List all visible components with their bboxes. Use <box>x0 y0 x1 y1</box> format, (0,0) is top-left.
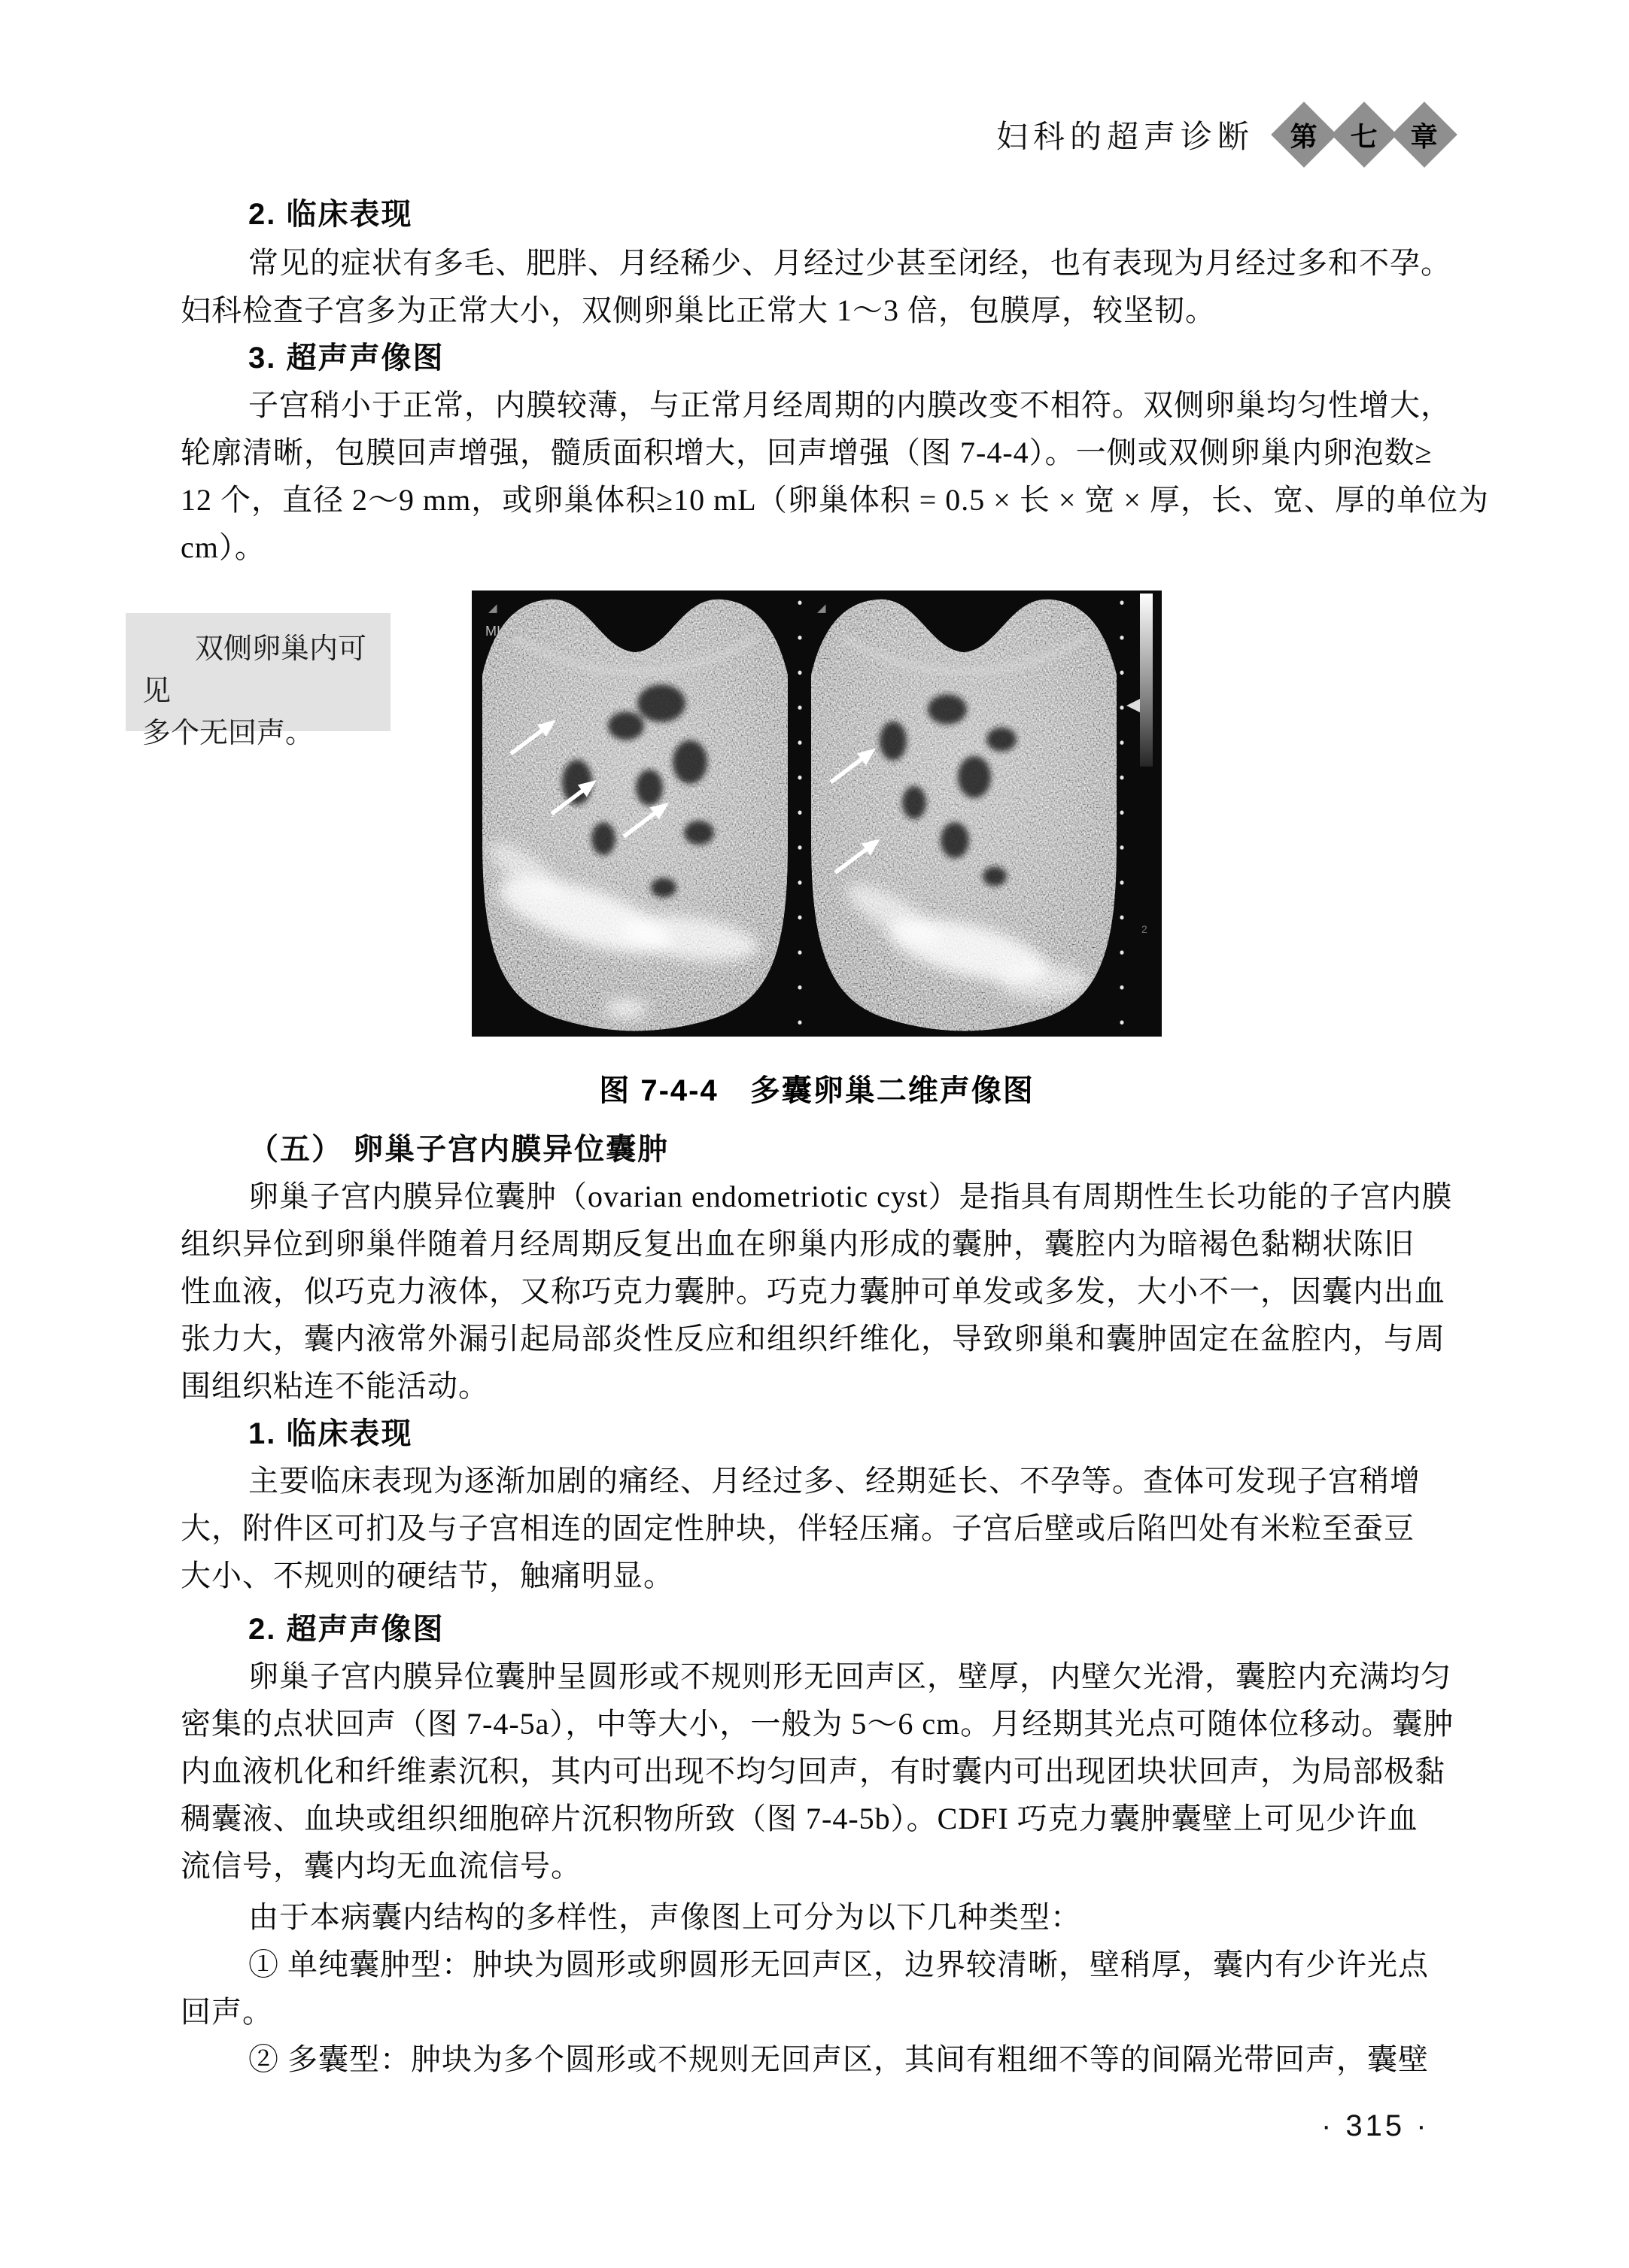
chapter-title: 妇科的超声诊断 <box>995 119 1254 154</box>
body-text-line: 稠囊液、血块或组织细胞碎片沉积物所致（图 7-4-5b）。CDFI 巧克力囊肿囊壁上可见少许血 <box>181 1802 1418 1835</box>
figure-caption: 图 7-4-4 多囊卵巢二维声像图 <box>599 1074 1035 1107</box>
body-text-line: 12 个，直径 2～9 mm，或卵巢体积≥10 mL（卵巢体积 = 0.5 × 长 × 宽 × 厚，长、宽、厚的单位为 <box>181 483 1489 517</box>
chapter-diamond-char: 第 <box>1290 121 1318 152</box>
body-text-line: 张力大，囊内液常外漏引起局部炎性反应和组织纤维化，导致卵巢和囊肿固定在盆腔内，与周 <box>181 1322 1445 1356</box>
body-text-line: 密集的点状回声（图 7-4-5a），中等大小，一般为 5～6 cm。月经期其光点可随体位移动。囊肿 <box>181 1707 1454 1741</box>
margin-note-line: 双侧卵巢内可见 <box>142 633 367 707</box>
body-text-line: 大，附件区可扪及与子宫相连的固定性肿块，伴轻压痛。子宫后壁或后陷凹处有米粒至蚕豆 <box>181 1511 1415 1545</box>
body-text-line: 主要临床表现为逐渐加剧的痛经、月经过多、经期延长、不孕等。查体可发现子宫稍增 <box>248 1464 1421 1498</box>
probe-orientation-icon: ◢ <box>817 602 826 615</box>
page-header <box>996 111 1454 158</box>
body-text-line: 性血液，似巧克力液体，又称巧克力囊肿。巧克力囊肿可单发或多发，大小不一，因囊内出血 <box>181 1274 1445 1308</box>
ultrasound-panel-left <box>482 600 788 1031</box>
depth-label: 2 <box>1141 923 1147 935</box>
grayscale-bar <box>1140 594 1153 767</box>
section-heading: 2. 超声声像图 <box>248 1613 445 1646</box>
page-number: · 315 · <box>1321 2109 1430 2142</box>
chapter-diamond-char: 七 <box>1350 121 1378 152</box>
body-text-line: 内血液机化和纤维素沉积，其内可出现不均匀回声，有时囊内可出现团块状回声，为局部极黏 <box>181 1754 1445 1788</box>
body-text-line: ① 单纯囊肿型：肿块为圆形或卵圆形无回声区，边界较清晰，壁稍厚，囊内有少许光点 <box>248 1948 1429 1981</box>
ultrasound-figure <box>472 591 1162 1037</box>
mi-label: MI: 0.0 <box>485 624 527 639</box>
body-text-line: 卵巢子宫内膜异位囊肿（ovarian endometriotic cyst）是指具有周期性生长功能的子宫内膜 <box>248 1180 1453 1213</box>
chapter-diamond <box>1271 102 1337 168</box>
body-text-line: 回声。 <box>181 1995 273 2029</box>
section-heading: 3. 超声声像图 <box>248 342 445 375</box>
section-heading: 2. 临床表现 <box>248 198 413 231</box>
body-text-line: cm）。 <box>181 530 266 564</box>
margin-note <box>126 613 391 749</box>
body-text-line: 轮廓清晰，包膜回声增强，髓质面积增大，回声增强（图 7-4-4）。一侧或双侧卵巢内卵泡数≥ <box>181 436 1433 469</box>
body-text-line: 大小、不规则的硬结节，触痛明显。 <box>181 1559 674 1592</box>
body-text-line: 由于本病囊内结构的多样性，声像图上可分为以下几种类型： <box>248 1900 1081 1934</box>
chapter-badge <box>1274 111 1454 158</box>
section-heading: 1. 临床表现 <box>248 1417 413 1450</box>
body-text-line: 妇科检查子宫多为正常大小，双侧卵巢比正常大 1～3 倍，包膜厚，较坚韧。 <box>181 293 1216 327</box>
chapter-diamond <box>1331 102 1397 168</box>
section-heading: （五） 卵巢子宫内膜异位囊肿 <box>248 1133 670 1166</box>
ultrasound-panel-right <box>811 600 1117 1031</box>
body-text-line: 常见的症状有多毛、肥胖、月经稀少、月经过少甚至闭经，也有表现为月经过多和不孕。 <box>248 246 1451 280</box>
body-text-line: 组织异位到卵巢伴随着月经周期反复出血在卵巢内形成的囊肿，囊腔内为暗褐色黏糊状陈旧 <box>181 1227 1415 1261</box>
body-text-line: 卵巢子宫内膜异位囊肿呈圆形或不规则形无回声区，壁厚，内壁欠光滑，囊腔内充满均匀 <box>248 1659 1451 1693</box>
body-text-line: 子宫稍小于正常，内膜较薄，与正常月经周期的内膜改变不相符。双侧卵巢均匀性增大， <box>248 388 1451 422</box>
margin-note-line: 多个无回声。 <box>142 718 315 749</box>
body-text-line: 流信号，囊内均无血流信号。 <box>181 1849 582 1883</box>
chapter-diamond <box>1391 102 1457 168</box>
body-text-line: ② 多囊型：肿块为多个圆形或不规则无回声区，其间有粗细不等的间隔光带回声，囊壁 <box>248 2042 1429 2076</box>
body-text-line: 围组织粘连不能活动。 <box>181 1369 489 1403</box>
probe-orientation-icon: ◢ <box>488 602 497 615</box>
chapter-diamond-char: 章 <box>1410 121 1439 152</box>
